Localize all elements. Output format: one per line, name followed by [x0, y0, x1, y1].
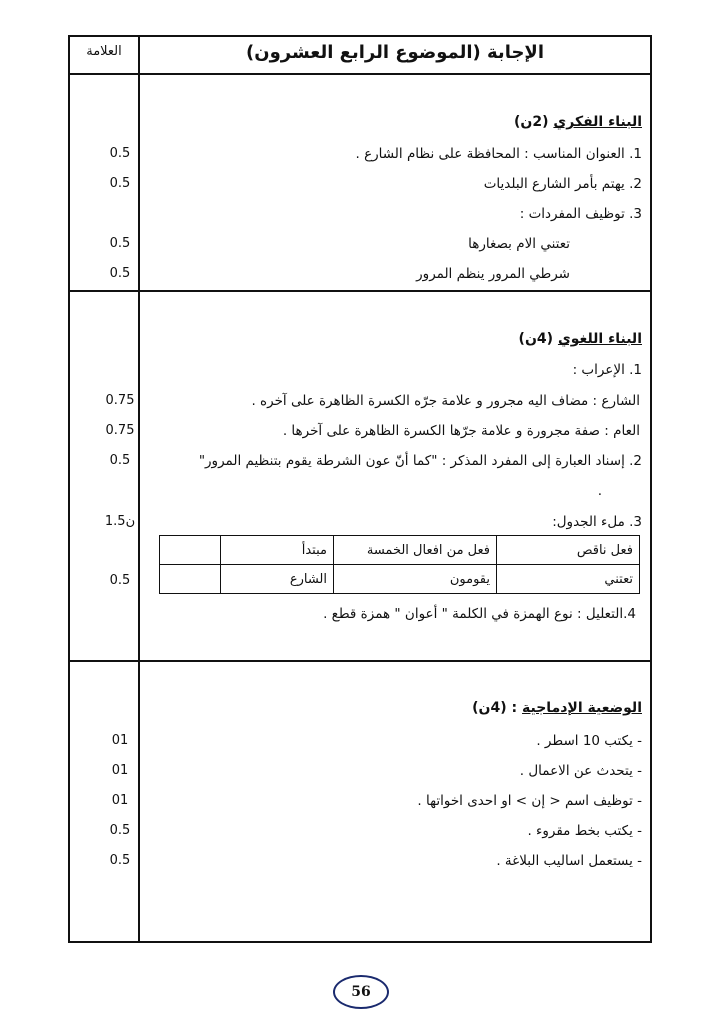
section-heading-integration	[472, 700, 642, 716]
section-heading-linguistic	[519, 331, 642, 347]
table-cell: مبتدأ	[221, 536, 334, 565]
table-row	[160, 565, 640, 594]
section-title: الوضعية الإدماجية	[522, 700, 642, 716]
item-score: 0.75	[105, 423, 135, 438]
list-item: 1. الإعراب :	[572, 362, 642, 378]
list-item: - يكتب 10 اسطر .	[536, 733, 642, 749]
table-cell: فعل من افعال الخمسة	[334, 536, 497, 565]
section-divider-2	[68, 660, 652, 662]
list-item: 4.التعليل : نوع الهمزة في الكلمة " أعوان " همزة قطع .	[323, 606, 636, 622]
table-cell: الشارع	[221, 565, 334, 594]
grammar-table	[159, 535, 640, 594]
item-score: 0.5	[109, 236, 131, 251]
list-item: - يكتب بخط مقروء .	[527, 823, 642, 839]
section-title: البناء اللغوي	[557, 331, 642, 347]
item-score: 01	[111, 733, 129, 748]
list-item: العام : صفة مجرورة و علامة جرّها الكسرة الظاهرة على آخرها .	[282, 423, 640, 439]
section-heading-intellectual	[514, 114, 642, 130]
list-item: 2. إسناد العبارة إلى المفرد المذكر : "كما أنّ عون الشرطة يقوم بتنظيم المرور"	[198, 453, 642, 469]
section-points: (2ن)	[514, 114, 549, 130]
item-score: 0.5	[109, 453, 131, 468]
list-item: 3. ملء الجدول:	[552, 514, 642, 530]
list-item: شرطي المرور ينظم المرور	[416, 266, 570, 282]
grade-column-header: العلامة	[86, 44, 122, 59]
item-score: 01	[111, 793, 129, 808]
list-item: .	[597, 483, 602, 499]
item-score: 0.5	[109, 823, 131, 838]
item-score: 0.5	[109, 266, 131, 281]
page-number: 56	[333, 975, 389, 1009]
table-cell: تعتني	[497, 565, 640, 594]
section-divider-1	[68, 290, 652, 292]
item-score: 0.5	[109, 573, 131, 588]
section-points: (4ن)	[518, 331, 554, 347]
page-title: الإجابة (الموضوع الرابع العشرون)	[246, 42, 544, 63]
item-score: 1.5ن	[104, 514, 136, 529]
table-cell	[160, 536, 221, 565]
item-score: 01	[111, 763, 129, 778]
table-cell: يقومون	[334, 565, 497, 594]
item-score: 0.5	[109, 146, 131, 161]
list-item: 3. توظيف المفردات :	[519, 206, 642, 222]
list-item: - توظيف اسم < إن > او احدى اخواتها .	[417, 793, 642, 809]
list-item: - يتحدث عن الاعمال .	[519, 763, 642, 779]
section-title: البناء الفكري	[553, 114, 642, 130]
list-item: - يستعمل اساليب البلاغة .	[496, 853, 642, 869]
list-item: 2. يهتم بأمر الشارع البلديات	[483, 176, 642, 192]
table-cell	[160, 565, 221, 594]
table-cell: فعل ناقص	[497, 536, 640, 565]
table-row	[160, 536, 640, 565]
list-item: تعتني الام بصغارها	[468, 236, 570, 252]
list-item: 1. العنوان المناسب : المحافظة على نظام الشارع .	[355, 146, 642, 162]
section-points: : (4ن)	[472, 700, 518, 716]
item-score: 0.5	[109, 853, 131, 868]
item-score: 0.75	[105, 393, 135, 408]
list-item: الشارع : مضاف اليه مجرور و علامة جرّه الكسرة الظاهرة على آخره .	[251, 393, 640, 409]
item-score: 0.5	[109, 176, 131, 191]
header-divider	[68, 73, 652, 75]
